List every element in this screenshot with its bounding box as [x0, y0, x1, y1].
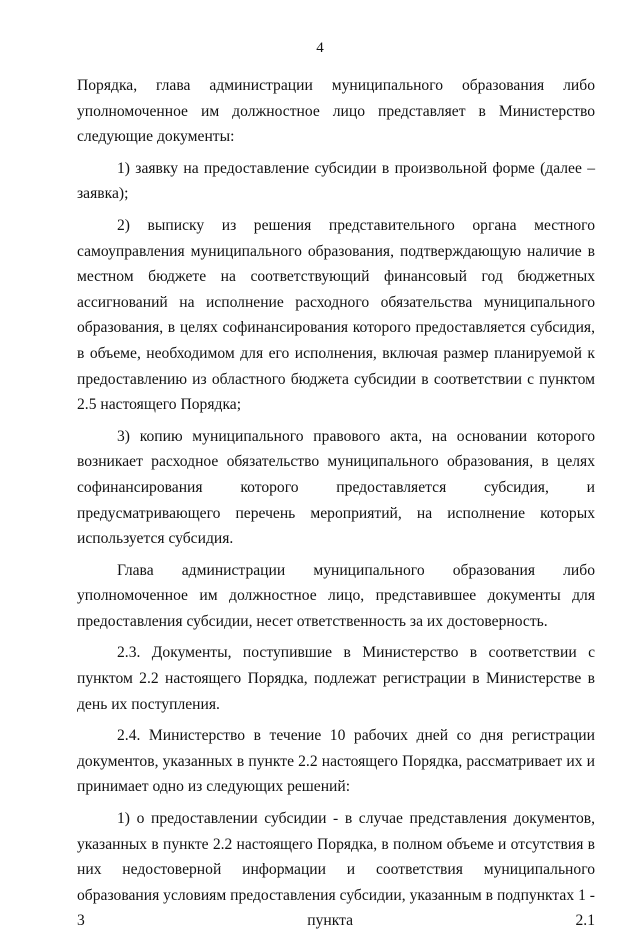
paragraph-2-3: 2.3. Документы, поступившие в Министерство в соответствии с пунктом 2.2 настоящего Порядка, подлежат регистрации в Министерстве в день их поступления. [77, 644, 595, 713]
paragraph-item-3: 3) копию муниципального правового акта, на основании которого возникает расходное обязательство муниципального образования, в целях софинансирования которого предоставляется субсидия, и предусматривающего перечень мероприятий, на исполнение которых используется субсидия. [77, 427, 595, 548]
document-body [77, 73, 595, 940]
paragraph-responsibility: Глава администрации муниципального образования либо уполномоченное им должностное лицо, представившее документы для предоставления субсидии, несет ответственность за их достоверность. [77, 561, 595, 630]
paragraph-2-4: 2.4. Министерство в течение 10 рабочих дней со дня регистрации документов, указанных в пункте 2.2 настоящего Порядка, рассматривает их и принимает одно из следующих решений: [77, 727, 595, 796]
paragraph-item-2: 2) выписку из решения представительного органа местного самоуправления муниципального образования, подтверждающую наличие в местном бюджете на соответствующий финансовый год бюджетных ассигнований на исполнение расходного обязательства муниципального образования, в целях софинансирования которого предоставляется субсидия, в объеме, необходимом для его исполнения, включая размер планируемой к предоставлению из областного бюджета субсидии в соответствии с пунктом 2.5 настоящего Порядка; [77, 216, 595, 414]
paragraph-decision-1: 1) о предоставлении субсидии - в случае представления документов, указанных в пункте 2.2 настоящего Порядка, в полном объеме и отсутствия в них недостоверной информации и соответствия муниципального образования условиям предоставления субсидии, указанным в подпунктах 1 - 3 пункта 2.1 [77, 810, 595, 930]
paragraph-intro: Порядка, глава администрации муниципального образования либо уполномоченное им должностное лицо представляет в Министерство следующие документы: [77, 77, 595, 146]
paragraph-item-1: 1) заявку на предоставление субсидии в произвольной форме (далее – заявка); [77, 159, 595, 203]
page-number: 4 [316, 40, 324, 56]
